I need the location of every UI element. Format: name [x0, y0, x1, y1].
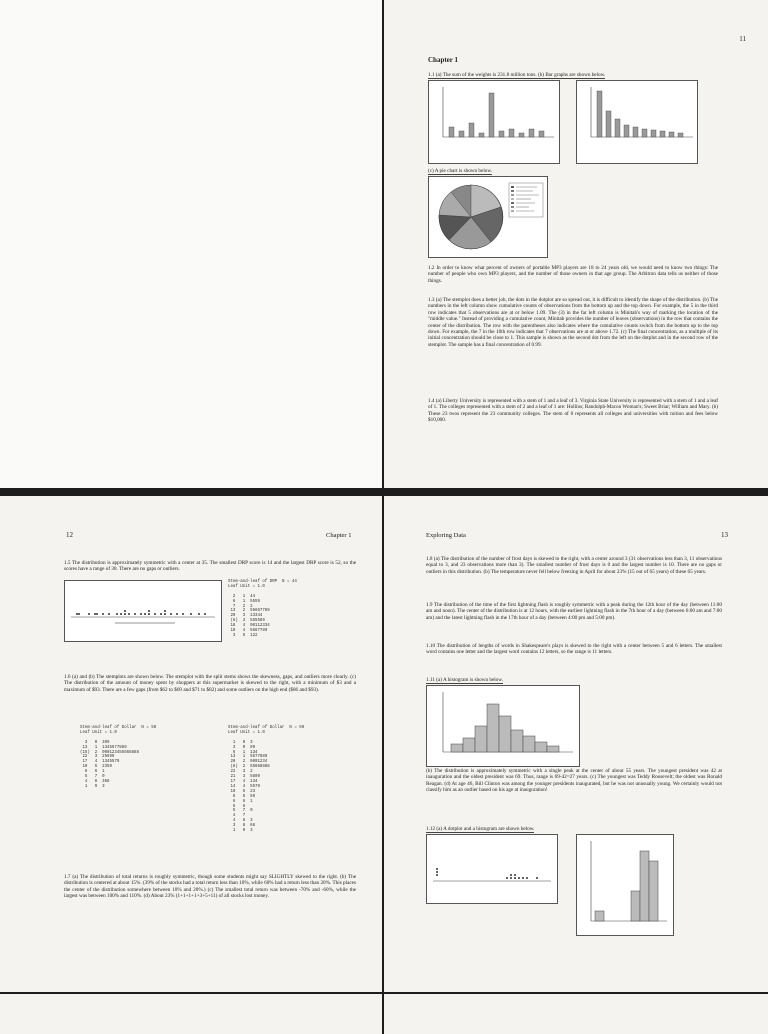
caption-1-11a: 1.11 (a) A histogram is shown below. — [426, 677, 503, 683]
paragraph-1-2: 1.2 In order to know what percent of owners of portable MP3 players are 18 to 24 years old, we would need to know two things: The number of people who own MP3 players, and the number of those owners in that age group. The Arbitron data tells us neither of those things. — [428, 265, 718, 284]
histogram-1-12 — [576, 834, 674, 936]
dotplot-svg — [65, 581, 221, 641]
bar-graph-a-svg — [429, 81, 559, 163]
dotplot-1-12 — [426, 834, 558, 904]
page-number: 13 — [721, 531, 728, 539]
page-12 — [0, 496, 382, 992]
pie-chart-svg — [429, 177, 547, 257]
page-11 — [384, 0, 768, 488]
paragraph-1-9: 1.9 The distribution of the time of the first lightning flash is roughly symmetric with a peak during the 12th hour of the day (between 11:00 am and noon). The center of the distribution is at 12 hours, with the earliest lightning flash in the 7th hour of a day (between 6:00 am and 7:00 am) and the latest lightning flash in the 17th hour of a day (between 4:00 pm and 5:00 pm). — [426, 602, 722, 621]
bar-graph-a — [428, 80, 560, 164]
paragraph-1-4: 1.4 (a) Liberty University is represented with a stem of 1 and a leaf of 3. Virginia State University is represented with a stem of 1 and a leaf of 1. The colleges represented with a stem of 2 and a leaf of 1 are: Hollins; Randolph-Macon Woman's; Sweet Briar; William and Mary. (b) These 23 twos represent the 23 community colleges. The stem of 0 represents all colleges and universities with tuition and fees below $10,000. — [428, 398, 718, 424]
bar-graph-b — [576, 80, 698, 164]
stemplot-dollar-b: Stem-and-leaf of Dollar N = 50 Leaf Unit = 1.0 1 0 3 3 0 99 6 1 134 13 1 5677889 20 2 0001234 (8) 2 55668888 22 3 2 21 3 5699 17 4 134 14 4 5579 10 5 23 8 5 59 6 6 1 5 6 5 7 0 4 7 4 8 3 3 8 66 1 9 3 — [228, 726, 305, 834]
next-page-left — [0, 994, 382, 1034]
dotplot-drp — [64, 580, 222, 642]
stemplot-dollar-a: Stem-and-leaf of Dollar N = 50 Leaf Unit = 1.0 3 0 399 13 1 1345677889 (15) 2 000123455668888 22 3 25699 17 4 1345579 10 5 2359 6 6 1 5 7 0 4 8 366 1 9 3 — [80, 726, 157, 789]
bar-graph-b-svg — [577, 81, 697, 163]
dotplot-1-12-svg — [427, 835, 557, 903]
histogram-1-12-svg — [577, 835, 673, 935]
histogram-svg — [427, 686, 579, 766]
page-number: 12 — [66, 531, 73, 539]
running-header: Chapter 1 — [326, 532, 352, 539]
running-header: Exploring Data — [426, 532, 466, 539]
paragraph-1-5: 1.5 The distribution is approximately symmetric with a center at 35. The smallest DRP score is 14 and the largest DRP score is 52, so the scores have a range of 38. There are no gaps or outliers. — [64, 560, 356, 573]
chapter-heading: Chapter 1 — [428, 56, 459, 64]
caption-1-12: 1.12 (a) A dotplot and a histogram are shown below. — [426, 826, 535, 832]
page-13 — [384, 496, 768, 992]
stemplot-drp: Stem-and-leaf of DRP N = 44 Leaf Unit = 1.0 2 1 44 6 1 5559 7 2 2 13 2 55667789 20 3 13344 (6) 3 555589 18 4 00112334 10 4 5667789 3 5 122 — [228, 580, 297, 638]
paragraph-1-11b: (b) The distribution is approximately symmetric with a single peak at the center of about 55 years. The youngest president was 42 at inauguration and the oldest president was 69. Thus, range is 69-42=27 years. (c) The youngest was Teddy Roosevelt; the oldest was Ronald Reagan. (d) At age 46, Bill Clinton was among the younger presidents inaugurated, but he was not unusually young. We certainly would not classify him as an outlier based on his age at inauguration! — [426, 768, 722, 794]
paragraph-1-3: 1.3 (a) The stemplot does a better job, the dots in the dotplot are so spread out, it is difficult to identify the shape of the distribution. (b) The numbers in the left column show cumulative counts of observations from the bottom up and the top down. For example, the 5 in the third row indicates that 5 observations are at or below 1.09. The (3) in the far left column is Minitab's way of marking the location of the "middle value." Instead of providing a cumulative count, Minitab provides the number of leaves (observations) in the row that contains the center of the distribution. The row with the parentheses also indicates where the cumulative counts switch from the bottom up to the top down. For example, the 7 in the 10th row indicates that 7 observations are at or above 1.72. (c) The final concentration, as a multiple of its initial concentration should be close to 1. This sample is shown as the second dot from the left on the dotplot and in the second row of the stemplot. The sample has a final concentration of 0.99. — [428, 297, 718, 348]
page-number: 11 — [739, 35, 746, 43]
caption-1-1c: (c) A pie chart is shown below. — [428, 168, 493, 174]
paragraph-1-8: 1.8 (a) The distribution of the number of frost days is skewed to the right, with a center around 3 (31 observations less than 3, 11 observations equal to 3, and 23 observations more than 3). The smallest number of frost days is 0 and the largest number is 10. There are no gaps or outliers in this distribution. (b) The temperature never fell below freezing in April for about 23% (15 out of 65 years) of these 65 years. — [426, 556, 722, 575]
caption-1-1: 1.1 (a) The sum of the weights is 231.8 million tons. (b) Bar graphs are shown below. — [428, 72, 606, 78]
pie-chart — [428, 176, 548, 258]
paragraph-1-6: 1.6 (a) and (b) The stemplots are shown below. The stemplot with the split stems shows the skewness, gaps, and outliers more clearly. (c) The distribution of the amount of money spent by shoppers at this supermarket is skewed to the right, with a minimum of $3 and a maximum of $93. There are a few gaps (from $62 to $69 and $71 to $82) and some outliers on the high end ($86 and $93). — [64, 674, 356, 693]
histogram-presidents — [426, 685, 580, 767]
next-page-right — [384, 994, 768, 1034]
paragraph-1-7: 1.7 (a) The distribution of total returns is roughly symmetric, though some students might say SLIGHTLY skewed to the right. (b) The distribution is centered at about 15%. (39% of the stocks had a total return less than 10%, while 60% had a return less than 20%. This places the center of the distribution somewhere between 10% and 20%.) (c) The smallest total return was between -70% and -60%, while the largest was between 100% and 110%. (d) About 23% (1+1+1+1+3+5+11) of all stocks lost money. — [64, 874, 356, 900]
blank-page — [0, 0, 382, 488]
paragraph-1-10: 1.10 The distribution of lengths of words in Shakespeare's plays is skewed to the right with a center between 5 and 6 letters. The smallest word contains one letter and the largest word contains 12 letters, so the range is 11 letters. — [426, 643, 722, 656]
